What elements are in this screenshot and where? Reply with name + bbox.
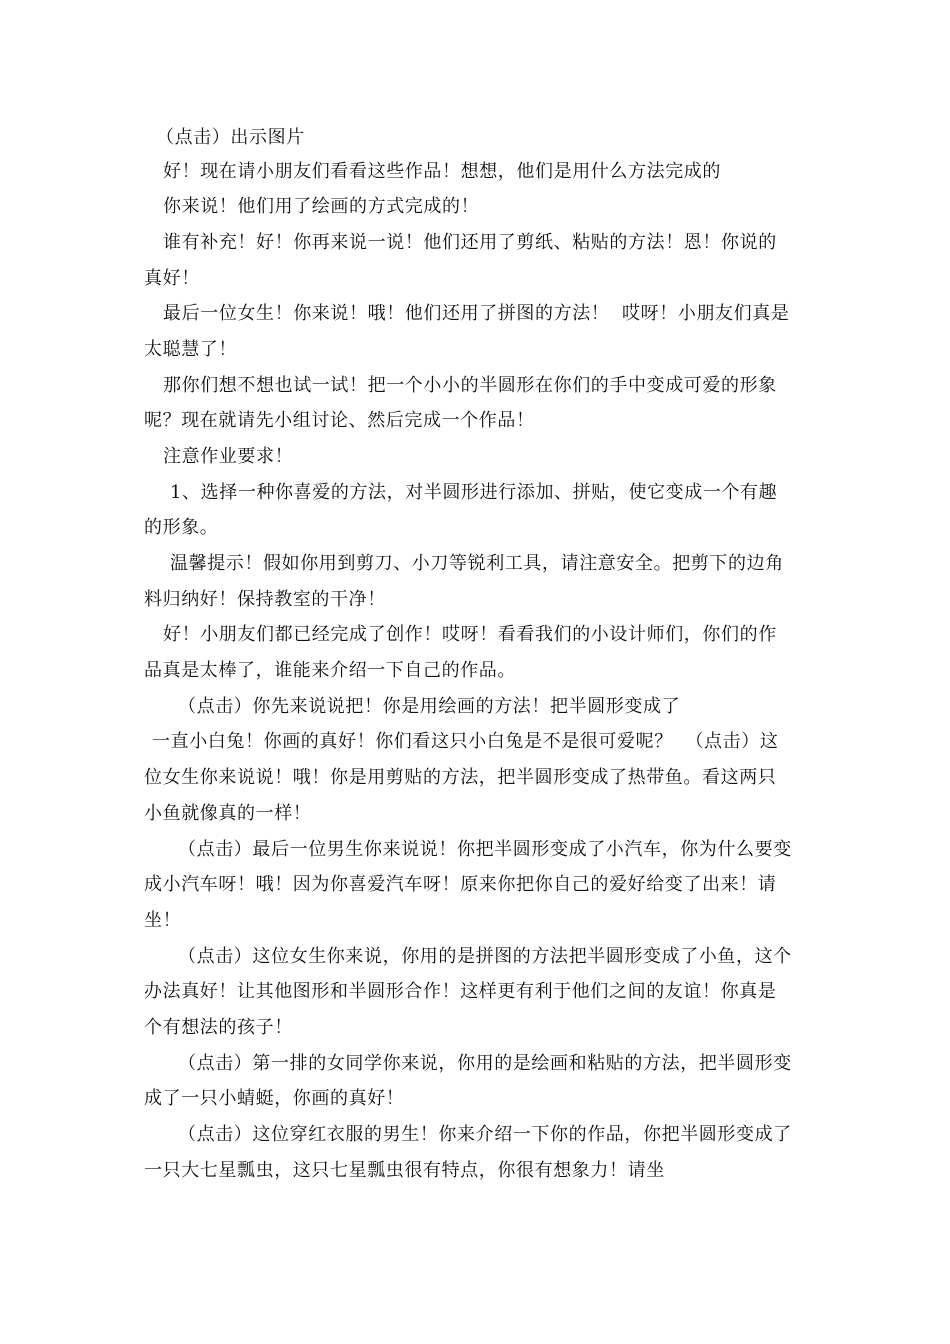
text-line: 好！小朋友们都已经完成了创作！哎呀！看看我们的小设计师们，你们的作	[163, 624, 777, 645]
text-line: 好！现在请小朋友们看看这些作品！想想，他们是用什么方法完成的	[163, 161, 721, 182]
text-line: 最后一位女生！你来说！哦！他们还用了拼图的方法！ 哎呀！小朋友们真是	[163, 303, 790, 324]
text-line: 个有想法的孩子！	[144, 1017, 293, 1038]
text-line: 料归纳好！保持教室的干净！	[144, 589, 386, 610]
text-line: 成小汽车呀！哦！因为你喜爱汽车呀！原来你把你自己的爱好给变了出来！请	[144, 874, 777, 895]
text-line: 坐！	[144, 910, 182, 931]
text-line: 你来说！他们用了绘画的方式完成的！	[163, 196, 480, 217]
text-line: 一只大七星瓢虫，这只七星瓢虫很有特点，你很有想象力！请坐	[144, 1160, 665, 1181]
text-line: 位女生你来说说！哦！你是用剪贴的方法，把半圆形变成了热带鱼。看这两只	[144, 767, 777, 788]
text-line: 小鱼就像真的一样！	[144, 803, 312, 824]
text-line: 谁有补充！好！你再来说一说！他们还用了剪纸、粘贴的方法！恩！你说的	[163, 232, 777, 253]
text-line: （点击）这位穿红衣服的男生！你来介绍一下你的作品，你把半圆形变成了	[178, 1124, 792, 1145]
text-line: （点击）这位女生你来说，你用的是拼图的方法把半圆形变成了小鱼，这个	[178, 946, 792, 967]
text-line: 品真是太棒了，谁能来介绍一下自己的作品。	[144, 660, 516, 681]
text-line: 太聪慧了！	[144, 339, 237, 360]
text-line: （点击）第一排的女同学你来说，你用的是绘画和粘贴的方法，把半圆形变	[178, 1053, 792, 1074]
text-line: 温馨提示！假如你用到剪刀、小刀等锐利工具，请注意安全。把剪下的边角	[170, 553, 784, 574]
text-line: （点击）出示图片	[156, 127, 305, 148]
text-line: 办法真好！让其他图形和半圆形合作！这样更有利于他们之间的友谊！你真是	[144, 981, 777, 1002]
text-line: 那你们想不想也试一试！把一个小小的半圆形在你们的手中变成可爱的形象	[163, 375, 777, 396]
text-line: （点击）最后一位男生你来说说！你把半圆形变成了小汽车，你为什么要变	[178, 839, 792, 860]
text-line: 的形象。	[144, 517, 219, 538]
text-line: 注意作业要求！	[163, 446, 294, 467]
text-line: 一直小白兔！你画的真好！你们看这只小白兔是不是很可爱呢？ （点击）这	[152, 731, 779, 752]
text-line: （点击）你先来说说把！你是用绘画的方法！把半圆形变成了	[178, 696, 681, 717]
text-line: 真好！	[144, 268, 200, 289]
text-line: 成了一只小蜻蜓，你画的真好！	[144, 1088, 405, 1109]
text-line: 呢？现在就请先小组讨论、然后完成一个作品！	[144, 410, 535, 431]
text-line: 1、选择一种你喜爱的方法，对半圆形进行添加、拼贴，使它变成一个有趣	[170, 482, 778, 503]
